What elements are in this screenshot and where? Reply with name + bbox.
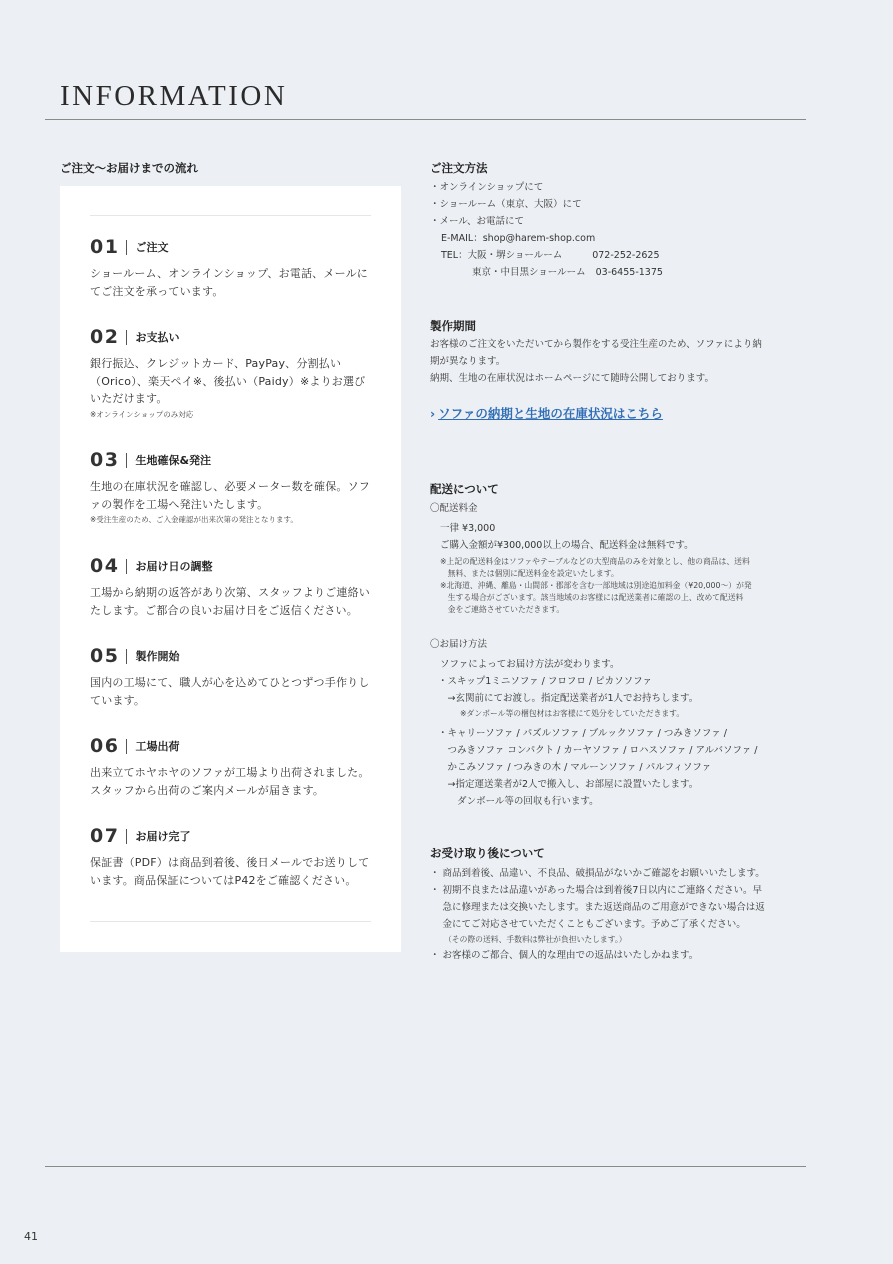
- method-line: ・キャリーソファ / パズルソファ / ブルックソファ / つみきソファ /: [438, 728, 727, 739]
- step-title: 生地確保&発注: [135, 454, 212, 467]
- method-line: ・スキップ1ミニソファ / フロフロ / ピカソソファ: [438, 676, 652, 687]
- production-line: 期が異なります。: [430, 356, 506, 367]
- delivery-method-block: [430, 636, 758, 810]
- step-number: 04: [90, 555, 120, 577]
- chevron-right-icon: ›: [430, 406, 436, 421]
- fee-note: 生する場合がございます。該当地域のお客様には配送業者に確認の上、改めて配送料: [440, 593, 744, 602]
- step-bar: [126, 739, 127, 754]
- step-note: ※受注生産のため、ご入金確認が出来次第の発注となります。: [90, 515, 298, 524]
- step-description: 生地の在庫状況を確認し、必要メーター数を確保。ソファの製作を工場へ発注いたします。: [90, 480, 370, 511]
- method-line: ダンボール等の回収も行います。: [438, 796, 599, 807]
- fee-line: 一律 ¥3,000: [440, 523, 496, 534]
- step-title: お届け日の調整: [135, 560, 213, 573]
- order-method-list: [430, 179, 663, 281]
- order-item: ・ショールーム（東京、大阪）にて: [430, 199, 582, 210]
- method-line: つみきソファ コンパクト / カーヤソファ / ロハスソファ / アルバソファ /: [438, 745, 758, 756]
- fee-notes: [430, 556, 752, 616]
- step-bar: [126, 240, 127, 255]
- stock-status-link[interactable]: [430, 404, 663, 422]
- tel-osaka-number: 072-252-2625: [592, 250, 660, 261]
- step-number: 01: [90, 236, 120, 258]
- page-number: 41: [24, 1230, 38, 1243]
- tel-osaka-label: TEL：大阪・堺ショールーム: [441, 250, 563, 261]
- step-bar: [126, 649, 127, 664]
- step-number: 03: [90, 449, 120, 471]
- production-line: お客様のご注文をいただいてから製作をする受注生産のため、ソファにより納: [430, 339, 762, 350]
- step-description: ショールーム、オンラインショップ、お電話、メールにてご注文を承っています。: [90, 267, 368, 298]
- fee-note: ※上記の配送料金はソファやテーブルなどの大型商品のみを対象とし、他の商品は、送料: [440, 557, 750, 566]
- step-number: 07: [90, 825, 120, 847]
- step-description: 保証書（PDF）は商品到着後、後日メールでお送りしています。商品保証についてはP42をご確認ください。: [90, 856, 370, 887]
- step-note: ※オンラインショップのみ対応: [90, 409, 194, 419]
- production-text: [430, 336, 762, 387]
- top-divider: [45, 119, 806, 120]
- step-04: [90, 555, 375, 619]
- after-line: ・ 商品到着後、品違い、不良品、破損品がないかご確認をお願いいたします。: [430, 868, 765, 879]
- after-receipt-title: お受け取り後について: [430, 846, 545, 860]
- order-item: ・メール、お電話にて: [430, 216, 525, 227]
- production-title: 製作期間: [430, 319, 476, 333]
- step-number: 05: [90, 645, 120, 667]
- step-bar: [126, 829, 127, 844]
- step-title: お支払い: [135, 331, 180, 344]
- step-bar: [126, 559, 127, 574]
- fee-note: ※北海道、沖縄、離島・山間部・郡部を含む一部地域は別途追加料金（¥20,000〜）が発: [440, 581, 752, 590]
- fee-note: 無料、または個別に配送料金を設定いたします。: [440, 569, 619, 578]
- delivery-fee-block: [430, 500, 752, 616]
- method-line: →指定運送業者が2人で搬入し、お部屋に設置いたします。: [438, 779, 699, 790]
- step-03: [90, 449, 375, 526]
- step-02: [90, 326, 375, 421]
- step-bar: [126, 330, 127, 345]
- bottom-divider: [45, 1166, 806, 1167]
- step-06: [90, 735, 375, 799]
- order-email: E-MAIL：shop@harem-shop.com: [441, 233, 596, 244]
- step-description: 銀行振込、クレジットカード、PayPay、分割払い（Orico）、楽天ペイ※、後払い（Paidy）※よりお選びいただけます。: [90, 357, 366, 405]
- step-05: [90, 645, 375, 709]
- order-tel-osaka: [430, 247, 663, 264]
- step-01: [90, 236, 375, 300]
- tel-tokyo-number: 03-6455-1375: [595, 267, 663, 278]
- step-description: 出来立てホヤホヤのソファが工場より出荷されました。スタッフから出荷のご案内メールが届きます。: [90, 766, 370, 797]
- step-07: [90, 825, 375, 889]
- card-top-divider: [90, 215, 371, 216]
- step-title: お届け完了: [135, 830, 191, 843]
- fee-heading: 〇配送料金: [430, 503, 478, 514]
- delivery-title: 配送について: [430, 482, 499, 496]
- step-number: 02: [90, 326, 120, 348]
- card-bottom-divider: [90, 921, 371, 922]
- production-line: 納期、生地の在庫状況はホームページにて随時公開しております。: [430, 373, 715, 384]
- flow-card: [60, 186, 401, 952]
- method-line: ソファによってお届け方法が変わります。: [440, 659, 620, 670]
- after-note: （その際の送料、手数料は弊社が負担いたします。）: [444, 935, 627, 944]
- flow-heading: ご注文〜お届けまでの流れ: [60, 161, 198, 175]
- step-description: 工場から納期の返答があり次第、スタッフよりご連絡いたします。ご都合の良いお届け日をご返信ください。: [90, 586, 370, 617]
- fee-line: ご購入金額が¥300,000以上の場合、配送料金は無料です。: [440, 540, 694, 551]
- stock-status-link-label: ソファの納期と生地の在庫状況はこちら: [438, 406, 663, 421]
- method-note: ※ダンボール等の梱包材はお客様にて処分をしていただきます。: [460, 709, 685, 718]
- order-method-title: ご注文方法: [430, 161, 488, 175]
- tel-tokyo-label: 東京・中目黒ショールーム: [472, 267, 586, 278]
- method-line: →玄関前にてお渡し。指定配送業者が1人でお持ちします。: [438, 693, 699, 704]
- after-line: ・ 初期不良または品違いがあった場合は到着後7日以内にご連絡ください。早: [430, 885, 762, 896]
- page-title: INFORMATION: [60, 80, 288, 112]
- step-description: 国内の工場にて、職人が心を込めてひとつずつ手作りしています。: [90, 676, 370, 707]
- after-line: 金にてご対応させていただくこともございます。予めご了承ください。: [430, 919, 746, 930]
- step-title: 工場出荷: [135, 740, 180, 753]
- step-bar: [126, 453, 127, 468]
- order-tel-tokyo: [430, 264, 663, 281]
- method-line: かこみソファ / つみきの木 / マルーンソファ / パルフィソファ: [438, 762, 712, 773]
- order-item: ・オンラインショップにて: [430, 182, 544, 193]
- step-title: 製作開始: [135, 650, 180, 663]
- method-heading: 〇お届け方法: [430, 639, 488, 650]
- after-line: 急に修理または交換いたします。また返送商品のご用意ができない場合は返: [430, 902, 765, 913]
- step-number: 06: [90, 735, 120, 757]
- after-receipt-text: [430, 865, 765, 964]
- fee-note: 金をご連絡させていただきます。: [440, 605, 565, 614]
- after-line: ・ お客様のご都合、個人的な理由での返品はいたしかねます。: [430, 950, 699, 961]
- step-title: ご注文: [135, 241, 169, 254]
